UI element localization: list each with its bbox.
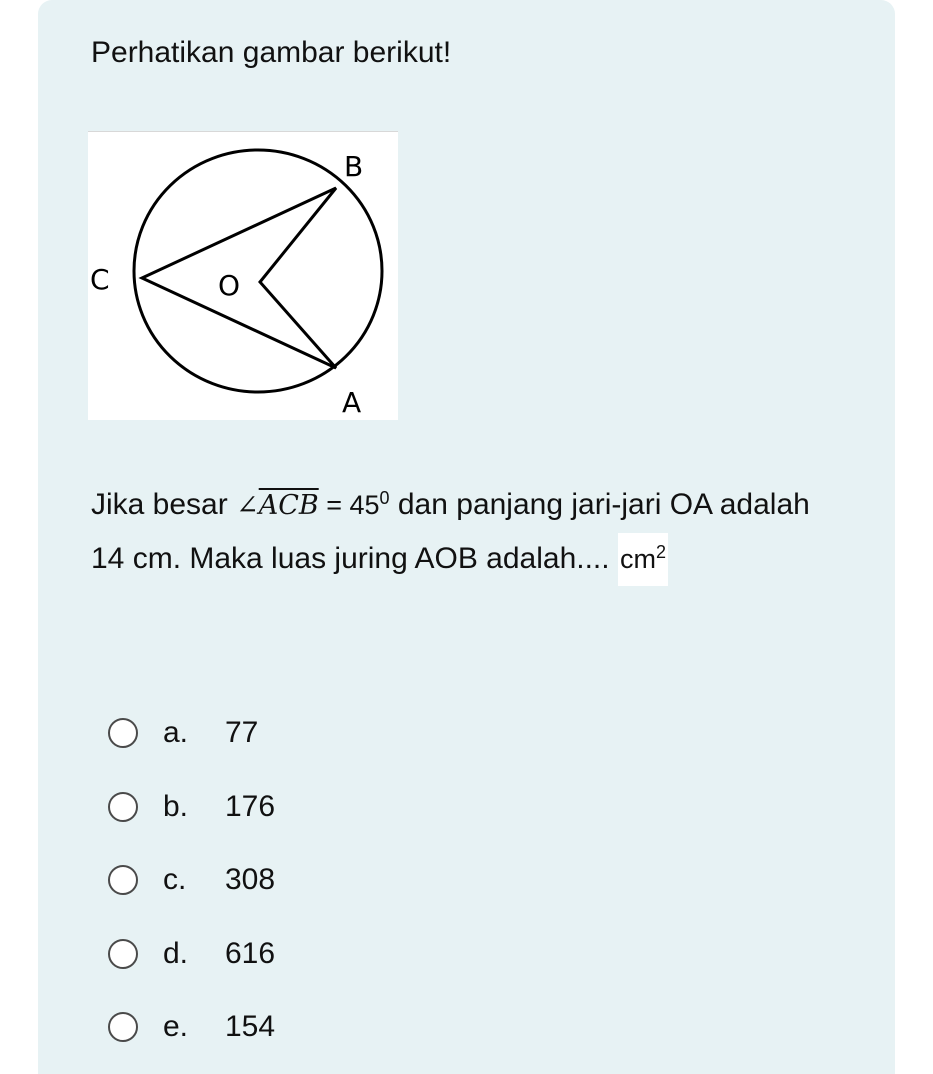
- option-text: 77: [225, 716, 259, 749]
- circle-figure: [88, 131, 398, 420]
- circle-diagram: [88, 132, 398, 420]
- radio-button[interactable]: [108, 865, 138, 895]
- option-b[interactable]: [108, 782, 275, 832]
- option-letter: b.: [163, 790, 189, 823]
- option-a[interactable]: [108, 708, 258, 758]
- unit-superscript: 2: [655, 542, 666, 562]
- angle-value: = 45: [318, 490, 380, 520]
- option-text: 308: [225, 863, 276, 896]
- option-text: 154: [225, 1010, 276, 1043]
- question-text-part2: dan panjang jari-jari OA adalah 14 cm. Maka luas juring AOB adalah....: [91, 488, 810, 575]
- question-text: [91, 478, 851, 586]
- option-text: 176: [225, 790, 276, 823]
- angle-name: $\overline{ACB}$: [258, 490, 319, 521]
- label-b: B: [344, 150, 364, 183]
- option-text: 616: [225, 937, 276, 970]
- radio-button[interactable]: [108, 718, 138, 748]
- unit-base: cm: [619, 544, 656, 574]
- question-heading: Perhatikan gambar berikut!: [91, 36, 452, 69]
- radio-button[interactable]: [108, 1012, 138, 1042]
- radio-button[interactable]: [108, 939, 138, 969]
- option-letter: c.: [163, 863, 187, 896]
- radio-button[interactable]: [108, 792, 138, 822]
- option-letter: a.: [163, 716, 189, 749]
- option-e[interactable]: [108, 1002, 275, 1052]
- label-c: C: [90, 263, 110, 296]
- option-letter: e.: [163, 1010, 189, 1043]
- option-c[interactable]: [108, 855, 275, 905]
- label-a: A: [342, 386, 362, 419]
- circle-outline: [134, 150, 382, 392]
- unit-label: [618, 533, 668, 586]
- option-d[interactable]: [108, 929, 275, 979]
- label-o: O: [218, 269, 241, 302]
- angle-expression: [236, 479, 389, 532]
- degree-superscript: 0: [379, 488, 390, 508]
- question-text-part1: Jika besar: [91, 488, 237, 521]
- option-letter: d.: [163, 937, 189, 970]
- angle-symbol: ∠: [236, 490, 259, 521]
